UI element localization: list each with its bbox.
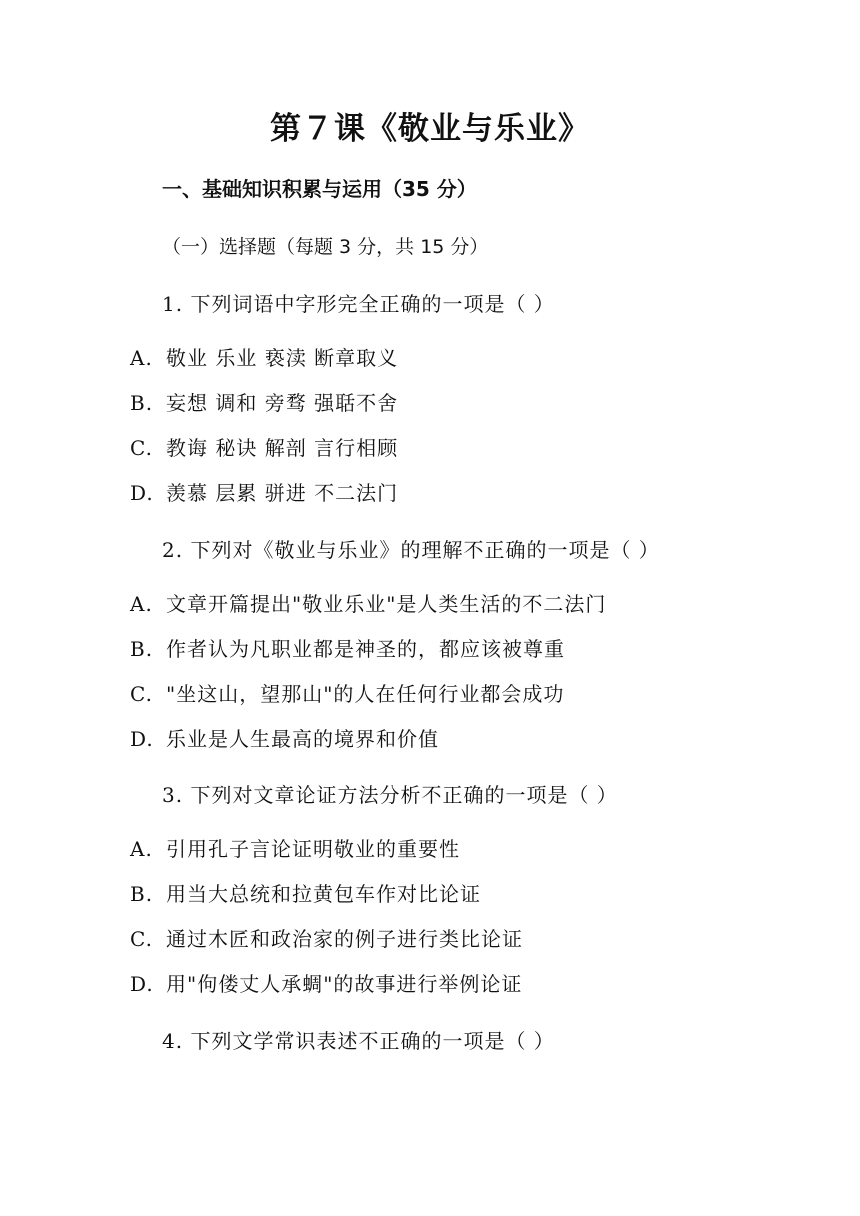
subsection-heading: （一）选择题（每题 3 分，共 15 分） [162,236,489,258]
question-3-option-c [130,923,523,952]
option-text: "坐这山，望那山"的人在任何行业都会成功 [166,682,565,706]
option-text: 引用孔子言论证明敬业的重要性 [166,837,460,861]
question-1-option-b [130,387,398,416]
question-4-stem: 4. 下列文学常识表述不正确的一项是（ ） [162,1029,555,1053]
option-text: 教诲 秘诀 解剖 言行相顾 [166,436,399,460]
question-2-option-a [130,588,606,617]
option-label: B. [130,391,154,415]
option-label: C. [130,927,153,951]
question-3-option-b [130,878,481,907]
option-text: 用当大总统和拉黄包车作对比论证 [166,882,481,906]
option-text: 敬业 乐业 亵渎 断章取义 [166,346,399,370]
option-text: 文章开篇提出"敬业乐业"是人类生活的不二法门 [166,592,607,616]
option-text: 妄想 调和 旁骛 强聒不舍 [166,391,399,415]
option-label: D. [130,727,154,751]
option-label: D. [130,972,154,996]
option-label: A. [130,592,153,616]
option-text: 羡慕 层累 骈进 不二法门 [166,481,399,505]
question-1-option-c [130,432,398,461]
option-label: A. [130,837,153,861]
option-text: 作者认为凡职业都是神圣的，都应该被尊重 [166,637,565,661]
question-1-option-d [130,477,398,506]
question-3-option-a [130,833,460,862]
option-label: B. [130,637,154,661]
option-label: D. [130,481,154,505]
question-2-option-c [130,678,564,707]
option-label: C. [130,682,153,706]
question-3-option-d [130,968,522,997]
question-1-option-a [130,342,398,371]
option-label: B. [130,882,154,906]
option-text: 乐业是人生最高的境界和价值 [166,727,439,751]
page-title: 第７课《敬业与乐业》 [270,111,590,147]
question-2-option-b [130,633,565,662]
question-3-stem: 3. 下列对文章论证方法分析不正确的一项是（ ） [162,783,618,807]
question-2-stem: 2. 下列对《敬业与乐业》的理解不正确的一项是（ ） [162,538,660,562]
option-label: C. [130,436,153,460]
option-label: A. [130,346,153,370]
question-2-option-d [130,723,439,752]
option-text: 通过木匠和政治家的例子进行类比论证 [166,927,523,951]
section-heading: 一、基础知识积累与运用（35 分） [162,177,477,201]
option-text: 用"佝偻丈人承蜩"的故事进行举例论证 [166,972,523,996]
question-1-stem: 1. 下列词语中字形完全正确的一项是（ ） [162,292,555,316]
